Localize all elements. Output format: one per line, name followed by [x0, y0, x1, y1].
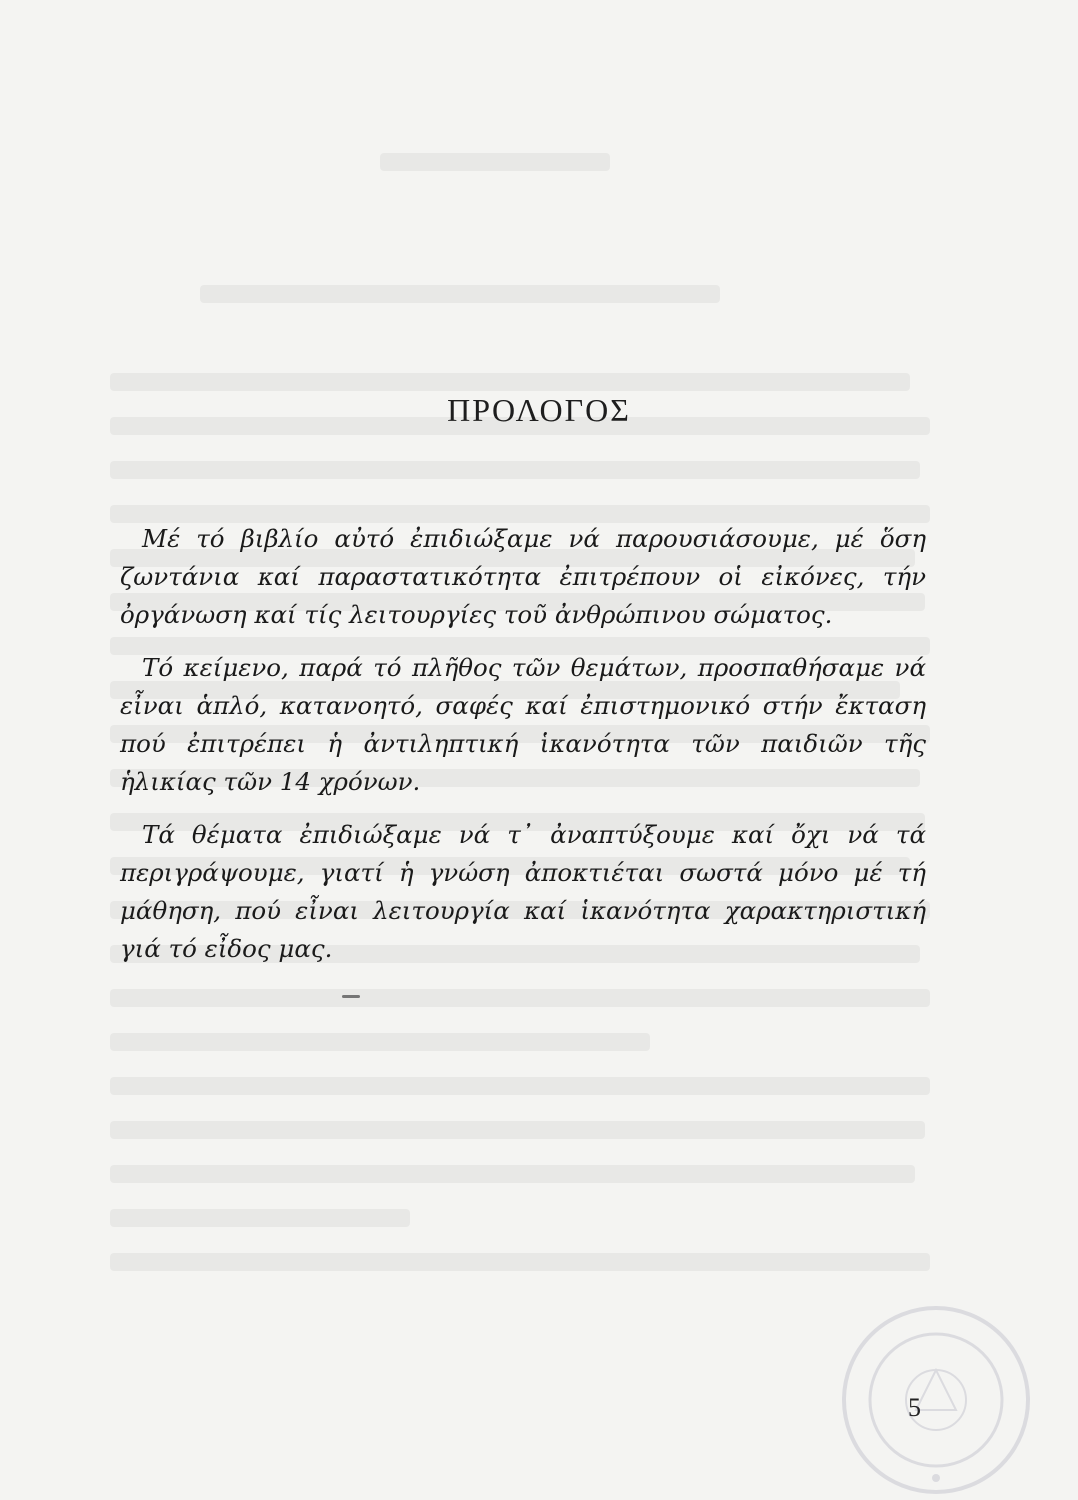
page-number: 5: [908, 1393, 921, 1422]
library-stamp-icon: [836, 1300, 1036, 1500]
preface-body: [120, 520, 926, 983]
ornament-dash: [342, 995, 360, 998]
page-title: ΠΡΟΛΟΓΟΣ: [447, 392, 631, 428]
paragraph-1: Μέ τό βιβλίο αὐτό ἐπιδιώξαμε νά παρουσιάσουμε, μέ ὅση ζωντάνια καί παραστατικότητα ἐπιτρέπουν οἱ εἰκόνες, τήν ὀργάνωση καί τίς λειτουργίες τοῦ ἀνθρώπινου σώματος.: [120, 524, 926, 629]
paragraph-2: Τό κείμενο, παρά τό πλῆθος τῶν θεμάτων, προσπαθήσαμε νά εἶναι ἁπλό, κατανοητό, σαφές καί ἐπιστημονικό στήν ἔκταση πού ἐπιτρέπει ἡ ἀντιληπτική ἱκανότητα τῶν παιδιῶν τῆς ἡλικίας τῶν 14 χρόνων.: [120, 653, 926, 796]
paragraph-3: Τά θέματα ἐπιδιώξαμε νά τ᾽ ἀναπτύξουμε καί ὄχι νά τά περιγράψουμε, γιατί ἡ γνώση ἀποκτιέται σωστά μόνο μέ τή μάθηση, πού εἶναι λειτουργία καί ἱκανότητα χαρακτηριστική γιά τό εἶδος μας.: [120, 820, 926, 963]
